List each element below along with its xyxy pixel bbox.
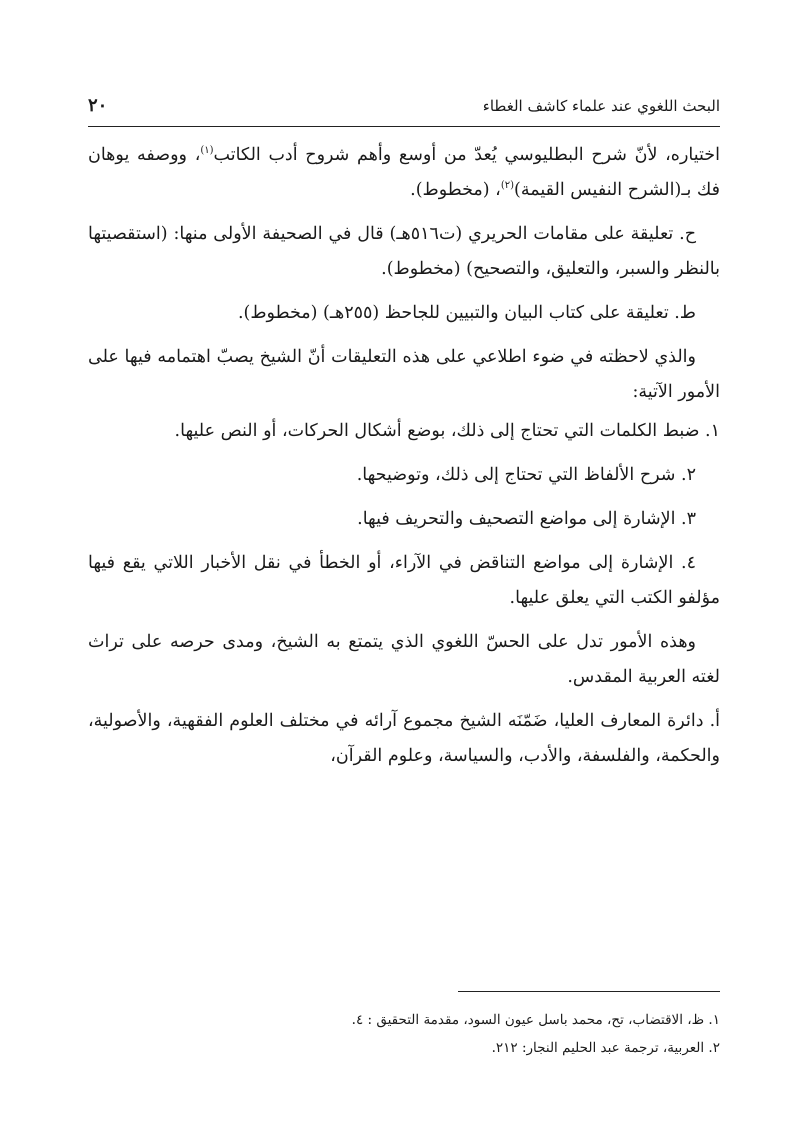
- footnote-2: ٢. العربية، ترجمة عبد الحليم النجار: ٢١٢.: [491, 1040, 720, 1056]
- header-rule: [88, 126, 720, 127]
- footnote-1: ١. ظ، الاقتضاب، تح، محمد باسل عيون السود، مقدمة التحقيق : ٤.: [351, 1012, 720, 1028]
- footnote-ref-2[interactable]: (٢): [500, 180, 515, 192]
- paragraph: والذي لاحظته في ضوء اطلاعي على هذه التعليقات أنّ الشيخ يصبّ اهتمامه فيها على الأمور الآتية:: [88, 347, 720, 402]
- list-item-ta: ط. تعليقة على كتاب البيان والتبيين للجاحظ (٢٥٥هـ) (مخطوط).: [237, 303, 696, 323]
- list-item-4: ٤. الإشارة إلى مواضع التناقض في الآراء، أو الخطأ في نقل الأخبار اللاتي يقع فيها مؤلفو الكتب التي يعلق عليها.: [88, 553, 720, 608]
- page-number: ٢٠: [88, 95, 108, 116]
- list-item-3: ٣. الإشارة إلى مواضع التصحيف والتحريف فيها.: [357, 509, 696, 529]
- list-item-1: ١. ضبط الكلمات التي تحتاج إلى ذلك، بوضع أشكال الحركات، أو النص عليها.: [174, 421, 720, 441]
- paragraph: [88, 138, 720, 208]
- list-item-alif: أ. دائرة المعارف العليا، ضَمّنَه الشيخ مجموع آرائه في مختلف العلوم الفقهية، والأصولية، والحكمة، والفلسفة، والأدب، والسياسة، وعلوم القرآن،: [88, 711, 720, 766]
- body-text: [88, 138, 720, 783]
- footnote-ref-1[interactable]: (١): [200, 145, 214, 157]
- paragraph: وهذه الأمور تدل على الحسّ اللغوي الذي يتمتع به الشيخ، ومدى حرصه على تراث لغته العربية المقدس.: [88, 632, 720, 687]
- list-item-2: ٢. شرح الألفاظ التي تحتاج إلى ذلك، وتوضيحها.: [356, 465, 696, 485]
- footnotes: [88, 1006, 720, 1062]
- header-title: البحث اللغوي عند علماء كاشف الغطاء: [482, 97, 720, 115]
- list-item-ha: ح. تعليقة على مقامات الحريري (ت٥١٦هـ) قال في الصحيفة الأولى منها: (استقصيتها بالنظر والسبر، والتعليق، والتصحيح) (مخطوط).: [88, 224, 720, 279]
- paragraph-text: ، (مخطوط).: [410, 180, 501, 200]
- paragraph-text: اختياره، لأنّ شرح البطليوسي يُعدّ من أوسع وأهم شروح أدب الكاتب: [213, 145, 720, 165]
- running-header: [88, 93, 720, 123]
- paragraph-text: ، ووصفه يوهان فك بـ(الشرح النفيس القيمة): [88, 145, 720, 200]
- footnote-separator: [458, 991, 720, 992]
